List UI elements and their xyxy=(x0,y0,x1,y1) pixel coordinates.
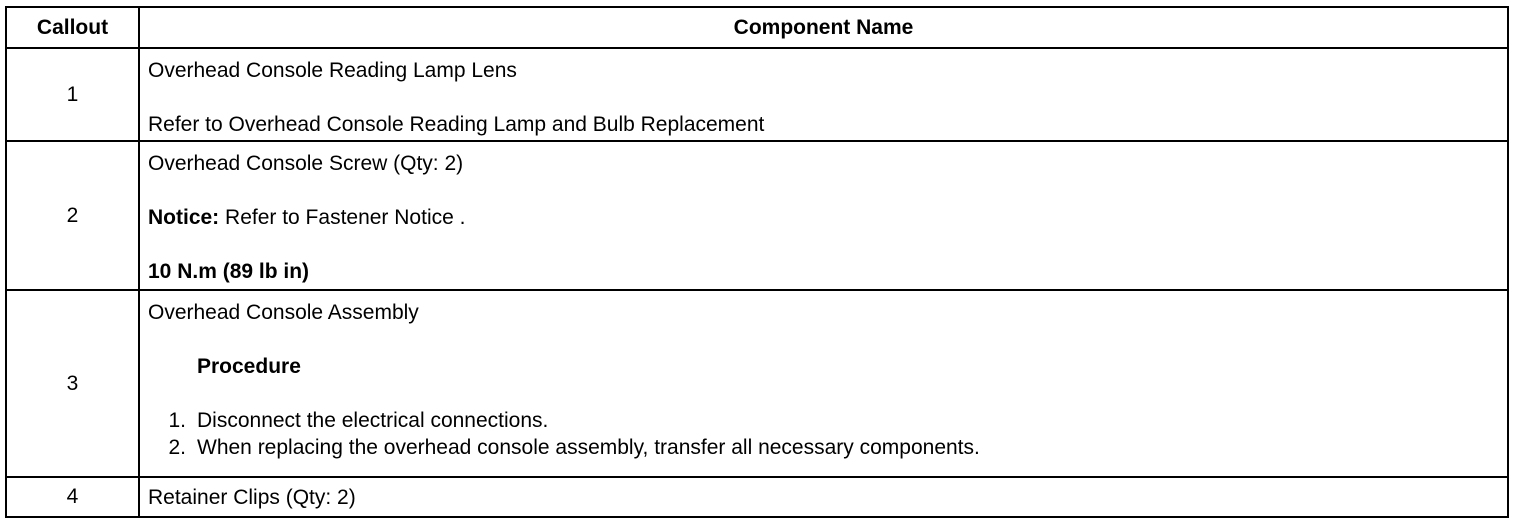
notice-text: Refer to Fastener Notice . xyxy=(219,206,466,229)
component-table-container xyxy=(5,6,1507,518)
callout-cell: 4 xyxy=(6,477,139,517)
step-text: When replacing the overhead console assembly, transfer all necessary components. xyxy=(197,436,980,459)
table-header-row xyxy=(6,7,1508,48)
step-number: 1. xyxy=(168,409,186,432)
table-row xyxy=(6,48,1508,141)
callout-cell: 1 xyxy=(6,48,139,141)
component-cell xyxy=(139,290,1508,477)
step-text: Disconnect the electrical connections. xyxy=(197,409,549,432)
component-table xyxy=(5,6,1509,518)
table-row xyxy=(6,290,1508,477)
procedure-step xyxy=(148,407,1507,434)
component-name-column-header: Component Name xyxy=(139,7,1508,48)
component-cell xyxy=(139,141,1508,290)
table-row xyxy=(6,477,1508,517)
component-cell xyxy=(139,48,1508,141)
table-row xyxy=(6,141,1508,290)
notice-label: Notice: xyxy=(148,206,220,229)
procedure-heading: Procedure xyxy=(197,355,301,378)
callout-column-header: Callout xyxy=(6,7,139,48)
procedure-step xyxy=(148,434,1507,461)
notice-line xyxy=(148,204,1507,231)
callout-cell: 2 xyxy=(6,141,139,290)
callout-cell: 3 xyxy=(6,290,139,477)
component-cell xyxy=(139,477,1508,517)
component-name: Overhead Console Assembly xyxy=(148,301,419,324)
step-number: 2. xyxy=(168,436,186,459)
component-name: Retainer Clips (Qty: 2) xyxy=(148,485,356,509)
reference-text: Refer to Overhead Console Reading Lamp and Bulb Replacement xyxy=(148,113,765,136)
torque-spec: 10 N.m (89 lb in) xyxy=(148,260,310,283)
component-name: Overhead Console Reading Lamp Lens xyxy=(148,59,517,82)
component-name: Overhead Console Screw (Qty: 2) xyxy=(148,152,464,175)
